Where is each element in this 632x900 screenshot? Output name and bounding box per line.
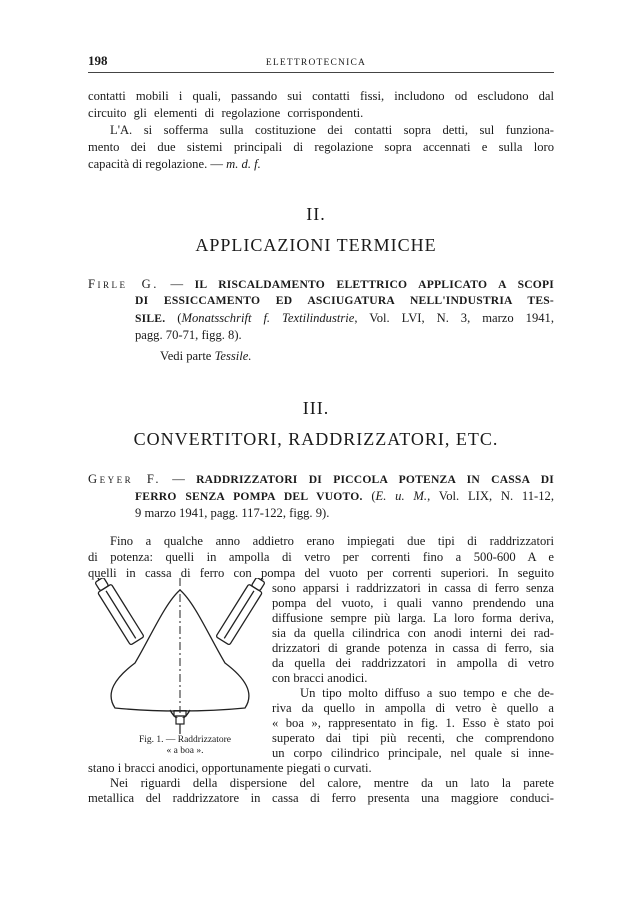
entry-title: RADDRIZZATORI DI PICCOLA POTENZA IN CASSA DI — [196, 473, 554, 486]
text-line: diffusione sempre più larga. La loro forma deriva, — [272, 611, 554, 625]
cross-reference-target: Tessile. — [214, 349, 252, 363]
text-line: un corpo cilindrico principale, nel quale si inne- — [272, 746, 554, 760]
dash: — — [161, 472, 197, 486]
text-line: sono apparsi i raddrizzatori in cassa di ferro senza — [272, 581, 554, 595]
entry-heading-line — [88, 471, 554, 487]
text-line: di potenza: quelli in ampolla di vetro per correnti fino a 500-600 A e — [88, 550, 554, 564]
page-number: 198 — [88, 53, 108, 68]
reference-details: pagg. 70-71, figg. 8). — [135, 328, 242, 342]
text-line: quelli in cassa di ferro con pompa del vuoto per correnti superiori. In seguito — [88, 566, 554, 580]
reference-details: 9 marzo 1941, pagg. 117-122, figg. 9). — [135, 506, 330, 520]
text-line: riva da quello in ampolla di vetro è quello a — [272, 701, 554, 715]
text-line: metallica del raddrizzatore in cassa di ferro presenta una maggiore conduci- — [88, 791, 554, 805]
text-line: da quella dei raddrizzatori in ampolla di vetro — [272, 656, 554, 670]
text-line: pompa del vuoto, i quali vanno prendendo una — [272, 596, 554, 610]
figure-caption: Fig. 1. — Raddrizzatore — [138, 735, 232, 745]
text-line: Un tipo molto diffuso a suo tempo e che de- — [300, 686, 554, 700]
cross-reference-prefix: Vedi parte — [160, 349, 215, 363]
entry-title: DI ESSICCAMENTO ED ASCIUGATURA NELL'INDUSTRIA TES- — [135, 294, 554, 307]
rectifier-base — [170, 710, 190, 736]
reference-details: , Vol. LIX, N. 11-12, — [427, 489, 554, 503]
text-line: Nei riguardi della dispersione del calore, mentre da un lato la parete — [110, 776, 554, 790]
journal-name: E. u. M. — [375, 489, 428, 503]
text-line: stano i bracci anodici, opportunamente piegati o curvati. — [88, 761, 372, 775]
journal-name: Monatsschrift f. Textilindustrie — [181, 311, 355, 325]
text-line — [88, 156, 261, 172]
text-line: mento dei due sistemi principali di regolazione sopra accennati e sulla loro — [88, 140, 554, 154]
entry-heading-line — [88, 276, 554, 292]
entry-reference: FERRO SENZA POMPA DEL VUOTO. (E. u. M., Vol. LIX, N. 11-12, — [135, 489, 554, 503]
rectifier-figure — [95, 578, 265, 718]
text-line: superato dai tipi più recenti, che comprendono — [272, 731, 554, 745]
section-title: CONVERTITORI, RADDRIZZATORI, ETC. — [133, 429, 499, 449]
dash: — — [158, 277, 195, 291]
running-title: ELETTROTECNICA — [265, 58, 367, 68]
author-signature: m. d. f. — [226, 157, 261, 171]
text-line: « boa », rappresentato in fig. 1. Esso è stato poi — [272, 716, 554, 730]
cross-reference — [160, 348, 252, 364]
text-line: L'A. si sofferma sulla costituzione dei contatti sopra detti, sul funziona- — [110, 123, 554, 137]
text-line: drizzatori di grande potenza in cassa di ferro, sia — [272, 641, 554, 655]
entry-author: Geyer F. — [88, 472, 161, 486]
entry-title: IL RISCALDAMENTO ELETTRICO APPLICATO A SCOPI — [194, 278, 554, 291]
section-number: III. — [302, 398, 330, 418]
text-line: con bracci anodici. — [272, 671, 368, 685]
entry-title: SILE. — [135, 312, 166, 325]
reference-details: , Vol. LVI, N. 3, marzo 1941, — [354, 311, 555, 325]
text-line: Fino a qualche anno addietro erano impiegati due tipi di raddrizzatori — [110, 534, 554, 548]
section-number: II. — [306, 204, 326, 224]
text-line: circuito gli elementi di regolazione corrispondenti. — [88, 106, 364, 120]
text-segment: capacità di regolazione. — — [88, 157, 227, 171]
text-line: sia da quella cilindrica con anodi interni dei rad- — [272, 626, 554, 640]
text-line: contatti mobili i quali, passando sui contatti fissi, includono od escludono dal — [88, 89, 554, 103]
section-title: APPLICAZIONI TERMICHE — [195, 235, 437, 255]
header-rule — [88, 72, 554, 73]
entry-author: Firle G. — [88, 277, 159, 291]
figure-caption: « a boa ». — [166, 746, 204, 756]
entry-reference: SILE. (Monatsschrift f. Textilindustrie, Vol. LVI, N. 3, marzo 1941, — [135, 311, 555, 325]
entry-title: FERRO SENZA POMPA DEL VUOTO. — [135, 490, 363, 503]
